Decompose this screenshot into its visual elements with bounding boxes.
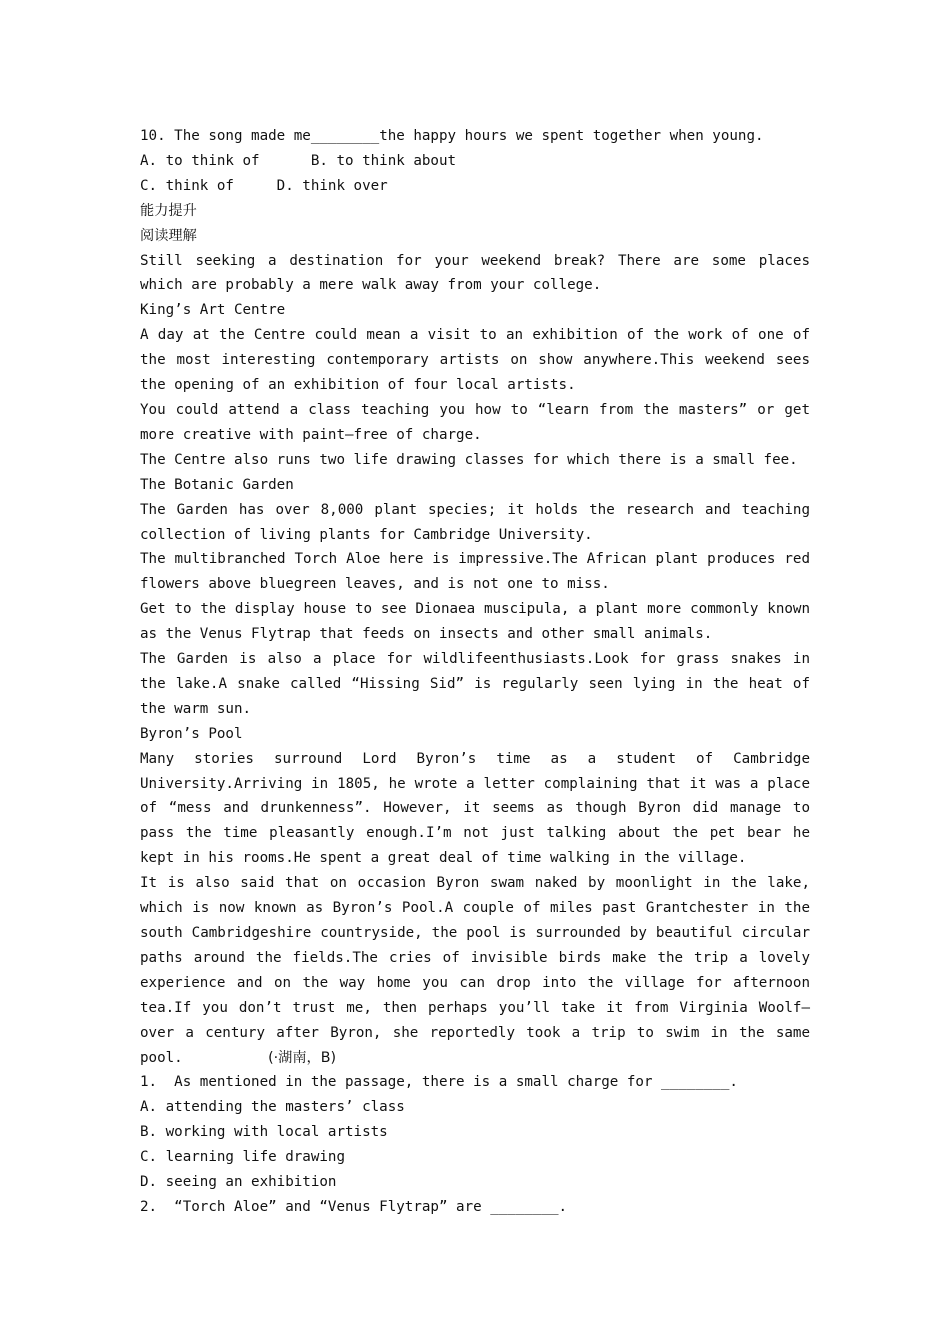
question-1-option-b: B. working with local artists — [140, 1124, 388, 1141]
question-1-option-a: A. attending the masters’ class — [140, 1099, 405, 1116]
art-centre-paragraph-3: The Centre also runs two life drawing classes for which there is a small fee. — [140, 451, 798, 468]
byrons-pool-paragraph-1: Many stories surround Lord Byron’s time as a student of Cambridge University.Arriving in 1805, he wrote a letter complaining that it was a place of “mess and drunkenness”. However, it seems as though Byron did manage to pass the time pleasantly enough.I’m not just talking about the pet bear he kept in his rooms.He spent a great deal of time walking in the village. — [140, 750, 810, 867]
byrons-pool-paragraph-2-text: It is also said that on occasion Byron swam naked by moonlight in the lake, which is now known as Byron’s Pool.A couple of miles past Grantchester in the south Cambridgeshire countryside, the pool is surrounded by beautiful circular paths around the fields.The cries of invisible birds make the trip a lovely experience and on the way home you can drop into the village for afternoon tea.If you don’t trust me, then perhaps you’ll take it from Virginia Woolf—over a century after Byron, she reportedly took a trip to swim in the same pool. — [140, 875, 810, 1066]
botanic-garden-paragraph-3: Get to the display house to see Dionaea muscipula, a plant more commonly known as the Venus Flytrap that feeds on insects and other small animals. — [140, 601, 810, 643]
source-citation: (·湖南，B) — [268, 1049, 337, 1066]
botanic-garden-paragraph-1: The Garden has over 8,000 plant species; it holds the research and teaching collection of living plants for Cambridge University. — [140, 501, 810, 543]
botanic-garden-heading: The Botanic Garden — [140, 476, 294, 493]
passage-intro: Still seeking a destination for your weekend break? There are some places which are probably a mere walk away from your college. — [140, 252, 810, 294]
art-centre-paragraph-2: You could attend a class teaching you how to “learn from the masters” or get more creative with paint—free of charge. — [140, 401, 810, 443]
question-1-option-c: C. learning life drawing — [140, 1149, 345, 1166]
section-heading-ability: 能力提升 — [140, 202, 197, 219]
question-10-stem — [140, 124, 810, 149]
art-centre-paragraph-1: A day at the Centre could mean a visit to an exhibition of the work of one of the most interesting contemporary artists on show anywhere.This weekend sees the opening of an exhibition of four local artists. — [140, 327, 810, 394]
question-10-options-ab: A. to think of B. to think about — [140, 152, 457, 169]
question-10-options-cd: C. think of D. think over — [140, 177, 388, 194]
answer-blank: ________ — [310, 128, 380, 144]
byrons-pool-paragraph-2 — [140, 871, 810, 1070]
question-2-stem: 2. “Torch Aloe” and “Venus Flytrap” are ________. — [140, 1198, 568, 1215]
art-centre-heading: King’s Art Centre — [140, 302, 286, 319]
botanic-garden-paragraph-2: The multibranched Torch Aloe here is impressive.The African plant produces red flowers above bluegreen leaves, and is not one to miss. — [140, 551, 810, 593]
question-10-stem-start: 10. The song made me — [140, 128, 311, 144]
document-page — [140, 124, 810, 1220]
botanic-garden-paragraph-4: The Garden is also a place for wildlifeenthusiasts.Look for grass snakes in the lake.A snake called “Hissing Sid” is regularly seen lying in the heat of the warm sun. — [140, 651, 810, 717]
question-1-stem: 1. As mentioned in the passage, there is a small charge for ________. — [140, 1074, 738, 1091]
question-10-stem-end: the happy hours we spent together when young. — [379, 128, 764, 144]
section-heading-reading: 阅读理解 — [140, 227, 197, 244]
question-1-option-d: D. seeing an exhibition — [140, 1174, 337, 1191]
byrons-pool-heading: Byron’s Pool — [140, 725, 243, 742]
